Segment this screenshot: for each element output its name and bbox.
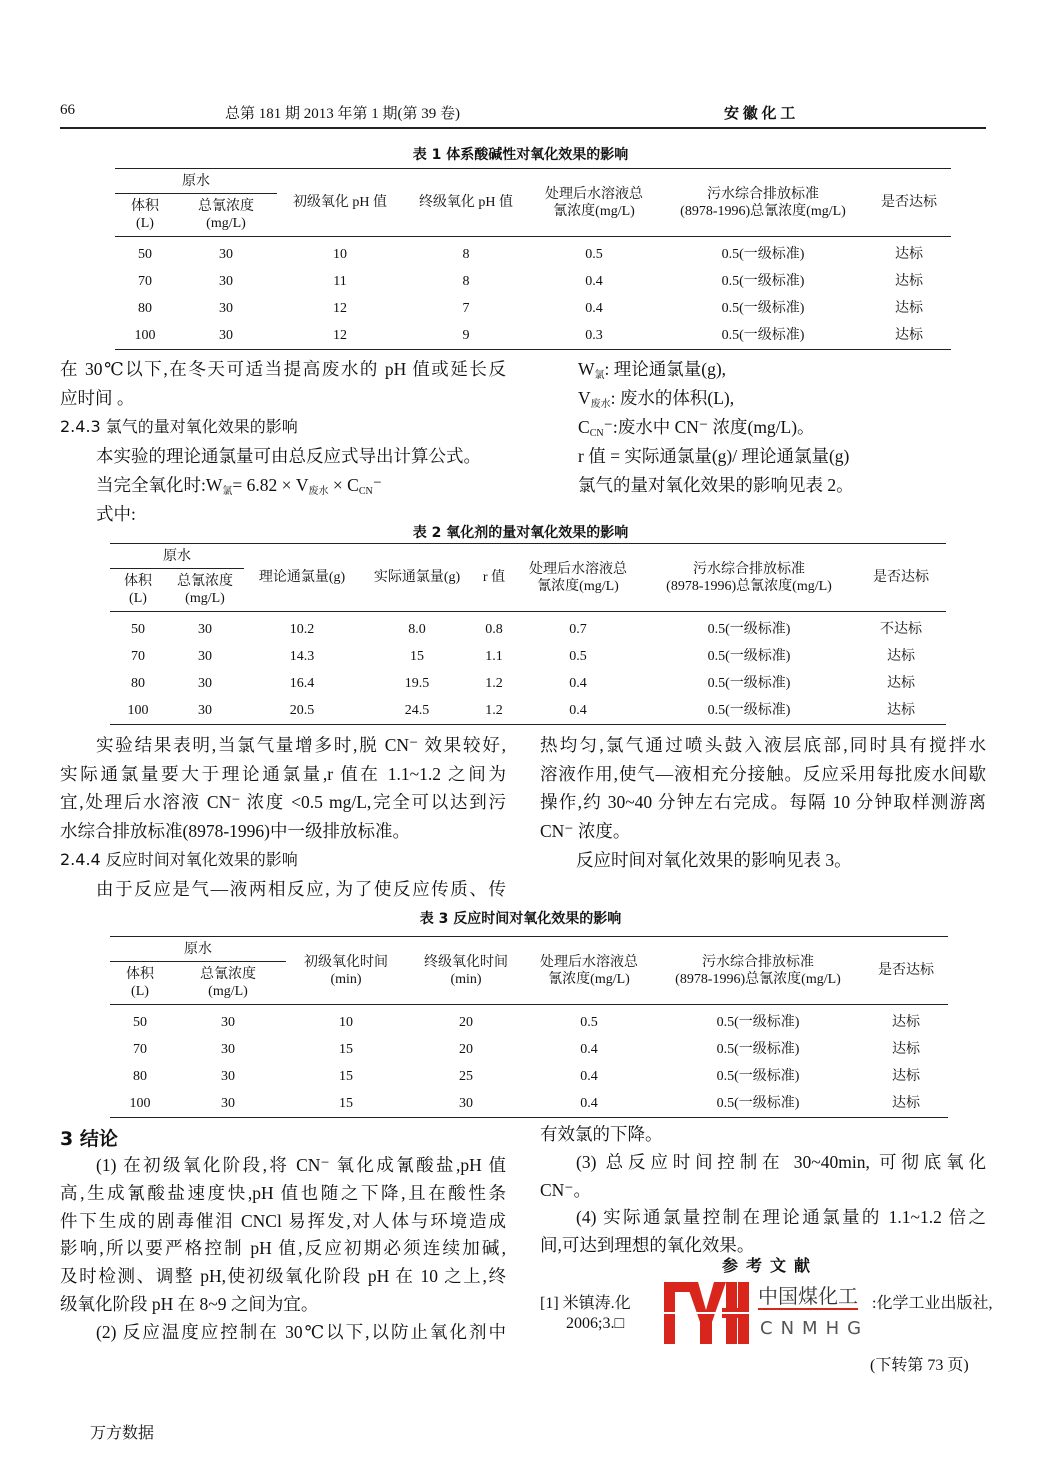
text-line: 间,可达到理想的氧化效果。 [540,1235,755,1256]
formula-part: = 6.82 × V [232,475,309,495]
table-cell: 达标 [892,1042,920,1057]
table-cell: 0.4 [580,1069,598,1084]
table-cell: 9 [403,322,529,350]
table-cell: 8.0 [408,622,426,637]
formula-part: 废水 [308,486,329,497]
journal-name: 安 徽 化 工 [724,106,796,122]
column-header: 污水综合排放标准 (8978-1996)总氰浓度(mg/L) [642,544,856,612]
table-cell: 50 [138,247,152,262]
table-cell: 70 [138,274,152,289]
table-row [110,1036,948,1063]
formula-part: × C [328,475,359,495]
table-cell: 30 [198,622,212,637]
table2-title: 表 2 氧化剂的量对氧化效果的影响 [412,525,629,541]
text-line: 高,生成氰酸盐速度快,pH 值也随之下降,且在酸性条 [60,1182,506,1203]
table-cell: 30 [166,697,244,725]
table-cell: 8 [462,274,470,289]
table-row [110,643,946,670]
table-cell: 20 [459,1015,473,1030]
table-cell: 不达标 [880,622,922,637]
variable-subscript: 废水 [590,399,611,410]
table-cell: 0.5(一级标准) [707,649,791,664]
table-row [110,670,946,697]
reference-1-year: 2006;3.□ [566,1315,625,1332]
table-cell: 30 [406,1090,526,1118]
table-cell: 15 [410,649,424,664]
column-header: 总氰浓度 (mg/L) [170,962,286,1005]
table-row [110,612,946,644]
chlorine-formula [96,472,382,498]
table-cell: 30 [219,247,233,262]
header-group-raw-water: 原水 [115,169,277,194]
table-cell: 15 [286,1090,406,1118]
variable-description: : 废水的体积(L), [610,388,735,408]
text-line: CN⁻。 [540,1179,592,1200]
table-cell: 16.4 [289,676,315,691]
table-row [115,268,951,295]
column-header: 实际通氯量(g) [360,544,474,612]
table-cell: 70 [131,649,145,664]
table-cell: 0.8 [485,622,503,637]
column-header: 是否达标 [867,169,951,237]
table-cell: 20 [459,1042,473,1057]
variable-description: : 理论通氯量(g), [604,359,727,379]
column-header: 体积 (L) [110,569,166,612]
table-cell: 0.5(一级标准) [652,1090,864,1118]
column-header: 体积 (L) [115,194,175,237]
column-header: 初级氧化 pH 值 [277,169,403,237]
table-cell: 达标 [895,274,923,289]
text-line: 在 30℃以下,在冬天可适当提高废水的 pH 值或延长反 [60,359,506,379]
column-header: 体积 (L) [110,962,170,1005]
text-line: 宜,处理后水溶液 CN⁻ 浓度 <0.5 mg/L,完全可以达到污 [60,792,506,813]
table-cell: 80 [138,301,152,316]
column-header: 初级氧化时间 (min) [286,937,406,1005]
header-group-raw-water: 原水 [110,937,286,962]
column-header: 终级氧化 pH 值 [403,169,529,237]
table-cell: 0.5(一级标准) [707,622,791,637]
reference-1-end: :化学工业出版社, [872,1295,993,1312]
column-header: 处理后水溶液总 氰浓度(mg/L) [529,169,659,237]
text-line: 影响,所以要严格控制 pH 值,反应初期必须连续加碱, [60,1238,506,1259]
table-cell: 1.2 [474,697,514,725]
formula-part: ⁻ [372,475,382,495]
table1-grid [115,168,951,350]
table-cell: 30 [198,649,212,664]
table-row [115,237,951,269]
table-cell: 0.5(一级标准) [716,1069,800,1084]
table2-grid [110,543,946,725]
conclusion-heading: 3 结论 [60,1128,118,1150]
table-cell: 0.4 [569,676,587,691]
table-cell: 0.5(一级标准) [659,322,867,350]
column-header: 是否达标 [856,544,946,612]
column-header: 处理后水溶液总 氰浓度(mg/L) [514,544,642,612]
variable-definition [578,385,734,411]
text-line: 件下生成的剧毒催泪 CNCl 易挥发,对人体与环境造成 [60,1210,506,1231]
table-cell: 50 [131,622,145,637]
table-cell: 0.3 [529,322,659,350]
table-cell: 0.5 [585,247,603,262]
table-cell: 10 [339,1015,353,1030]
table-cell: 10.2 [289,622,315,637]
variable-definition [578,356,726,382]
table-cell: 0.4 [580,1042,598,1057]
table-row [110,697,946,725]
header-rule [60,127,986,129]
text-line: 操作,约 30~40 分钟左右完成。每隔 10 分钟取样测游离 [540,792,986,813]
variable-description: ⁻:废水中 CN⁻ 浓度(mg/L)。 [603,417,815,437]
table-cell: 100 [110,697,166,725]
reference-1-start: [1] 米镇涛.化 [540,1295,631,1312]
table-cell: 达标 [856,697,946,725]
table-cell: 30 [219,301,233,316]
text-line: 热均匀,氯气通过喷头鼓入液层底部,同时具有搅拌水 [540,735,986,755]
column-header: 总氰浓度 (mg/L) [175,194,277,237]
variable-symbol: V [578,388,591,408]
table-cell: 24.5 [360,697,474,725]
table-row [115,295,951,322]
table-row [110,1063,948,1090]
table-cell: 7 [462,301,470,316]
table-cell: 0.5(一级标准) [716,1042,800,1057]
table-cell: 0.5 [580,1015,598,1030]
column-header: r 值 [474,544,514,612]
table-cell: 30 [221,1042,235,1057]
text-line: 2.4.3 氯气的量对氧化效果的影响 [60,417,298,436]
table-cell: 30 [221,1015,235,1030]
table-cell: 达标 [887,676,915,691]
table-cell: 80 [131,676,145,691]
table-cell: 达标 [892,1069,920,1084]
mh-logo-icon [662,1282,752,1344]
text-line: CN⁻ 浓度。 [540,821,631,842]
header-group-raw-water: 原水 [110,544,244,569]
table-cell: 10 [333,247,347,262]
table-cell: 0.7 [569,622,587,637]
table3-title: 表 3 反应时间对氧化效果的影响 [419,911,622,927]
table-cell: 19.5 [404,676,430,691]
table-cell: 20.5 [244,697,360,725]
footer-source: 万方数据 [90,1423,155,1442]
variable-subscript: 氯 [594,370,605,381]
page-number: 66 [60,102,75,118]
formula-part: 氯 [222,486,233,497]
text-line: 实验结果表明,当氯气量增多时,脱 CN⁻ 效果较好, [96,735,506,755]
text-line: (4) 实际通氯量控制在理论通氯量的 1.1~1.2 倍之 [576,1207,986,1228]
column-header: 污水综合排放标准 (8978-1996)总氰浓度(mg/L) [652,937,864,1005]
table-cell: 70 [133,1042,147,1057]
formula-part: 当完全氧化时:W [96,475,223,495]
table-cell: 30 [175,322,277,350]
text-line: (2) 反应温度应控制在 30℃以下,以防止氧化剂中 [96,1321,506,1342]
table-cell: 达标 [867,322,951,350]
table-cell: 达标 [895,301,923,316]
where-label: 式中: [96,504,136,524]
issue-info: 总第 181 期 2013 年第 1 期(第 39 卷) [225,106,460,122]
column-header: 理论通氯量(g) [244,544,360,612]
table-row [110,1090,948,1118]
text-line: 溶液作用,使气—液相充分接触。反应采用每批废水间歇 [540,763,986,784]
table-cell: 80 [133,1069,147,1084]
table-cell: 8 [462,247,470,262]
table-cell: 0.5(一级标准) [716,1015,800,1030]
continued-note: (下转第 73 页) [870,1357,969,1374]
table-cell: 12 [333,301,347,316]
table-cell: 50 [133,1015,147,1030]
table-cell: 100 [115,322,175,350]
variable-definition [578,414,815,440]
table-cell: 30 [221,1069,235,1084]
watermark-cn-text: 中国煤化工 [758,1284,858,1308]
column-header: 污水综合排放标准 (8978-1996)总氰浓度(mg/L) [659,169,867,237]
variable-symbol: W [578,359,595,379]
text-line: (1) 在初级氧化阶段,将 CN⁻ 氧化成氰酸盐,pH 值 [96,1155,506,1175]
table-cell: 0.5 [569,649,587,664]
text-line: r 值 = 实际通氯量(g)/ 理论通氯量(g) [578,446,850,466]
table-cell: 0.5(一级标准) [721,274,805,289]
table-cell: 达标 [895,247,923,262]
table3-grid [110,936,948,1118]
column-header: 处理后水溶液总 氰浓度(mg/L) [526,937,652,1005]
table-cell: 0.4 [514,697,642,725]
text-line: 氯气的量对氧化效果的影响见表 2。 [578,475,854,495]
column-header: 终级氧化时间 (min) [406,937,526,1005]
formula-part: CN [358,486,373,497]
text-line: 反应时间对氧化效果的影响见表 3。 [576,849,852,870]
watermark-logo [662,1282,868,1344]
variable-subscript: CN [589,428,604,439]
variable-symbol: C [578,417,590,437]
table-cell: 达标 [892,1015,920,1030]
table-cell: 15 [339,1042,353,1057]
table-cell: 达标 [887,649,915,664]
table-cell: 25 [459,1069,473,1084]
column-header: 总氰浓度 (mg/L) [166,569,244,612]
table-cell: 0.5(一级标准) [721,247,805,262]
table-row [110,1005,948,1037]
column-header: 是否达标 [864,937,948,1005]
table-cell: 0.5(一级标准) [721,301,805,316]
text-line: 由于反应是气—液两相反应, 为了使反应传质、传 [96,878,506,899]
table-cell: 0.5(一级标准) [642,697,856,725]
text-line: 2.4.4 反应时间对氧化效果的影响 [60,849,298,869]
table-cell: 11 [333,274,347,289]
table-cell: 0.5(一级标准) [707,676,791,691]
table-cell: 15 [339,1069,353,1084]
text-line: (3) 总反应时间控制在 30~40min, 可彻底氧化 [576,1151,986,1172]
text-line: 及时检测、调整 pH,使初级氧化阶段 pH 在 10 之上,终 [60,1266,506,1287]
text-line: 级氧化阶段 pH 在 8~9 之间为宜。 [60,1294,319,1314]
table-cell: 12 [277,322,403,350]
table-cell: 1.2 [485,676,503,691]
table-cell: 0.4 [585,274,603,289]
references-heading: 参考文献 [721,1258,818,1275]
watermark-en-text: CNMHG [760,1318,870,1339]
text-line: 水综合排放标准(8978-1996)中一级排放标准。 [60,821,410,842]
text-line: 应时间 。 [60,388,135,408]
table-cell: 0.4 [585,301,603,316]
table-cell: 达标 [864,1090,948,1118]
table-cell: 100 [110,1090,170,1118]
table-cell: 30 [198,676,212,691]
text-line: 有效氯的下降。 [540,1124,663,1144]
table-cell: 30 [219,274,233,289]
table-row [115,322,951,350]
text-line: 实际通氯量要大于理论通氯量,r 值在 1.1~1.2 之间为 [60,763,506,784]
table-cell: 1.1 [485,649,503,664]
text-line: 本实验的理论通氯量可由总反应式导出计算公式。 [96,446,481,466]
table-cell: 14.3 [289,649,315,664]
table-cell: 30 [170,1090,286,1118]
table-cell: 0.4 [526,1090,652,1118]
table1-title: 表 1 体系酸碱性对氧化效果的影响 [412,147,629,163]
